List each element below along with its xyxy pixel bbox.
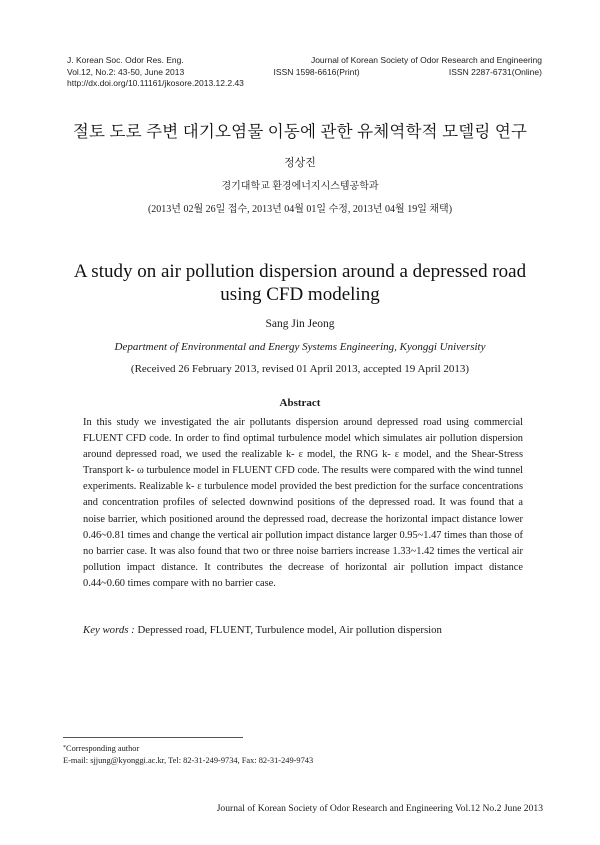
journal-short-name: J. Korean Soc. Odor Res. Eng. xyxy=(67,55,184,65)
keywords-label: Key words : xyxy=(83,624,135,636)
author-contact: E-mail: sjjung@kyonggi.ac.kr, Tel: 82-31-249-9734, Fax: 82-31-249-9743 xyxy=(63,755,314,765)
english-title xyxy=(40,260,560,306)
issn-print: ISSN 1598-6616(Print) xyxy=(273,66,360,77)
issn-online: ISSN 2287-6731(Online) xyxy=(448,66,542,77)
keywords xyxy=(83,624,523,636)
korean-title: 절토 도로 주변 대기오염물 이동에 관한 유체역학적 모델링 연구 xyxy=(72,122,528,141)
journal-full-name: Journal of Korean Society of Odor Research and Engineering xyxy=(310,55,542,65)
english-dates: (Received 26 February 2013, revised 01 April 2013, accepted 19 April 2013) xyxy=(130,363,470,375)
footnote-divider xyxy=(63,737,243,738)
english-title-line-2: using CFD modeling xyxy=(220,284,380,305)
english-title-line-1: A study on air pollution dispersion around a depressed road xyxy=(73,261,527,282)
volume-info: Vol.12, No.2: 43-50, June 2013 xyxy=(67,66,185,77)
korean-author: 정상진 xyxy=(284,157,316,169)
doi-link[interactable]: http://dx.doi.org/10.11161/jkosore.2013.12.2.43 xyxy=(67,78,244,88)
footnote-marker: * xyxy=(63,745,66,751)
journal-header xyxy=(67,55,542,90)
korean-dates: (2013년 02월 26일 접수, 2013년 04월 01일 수정, 2013년 04월 19일 채택) xyxy=(147,204,453,215)
korean-affiliation: 경기대학교 환경에너지시스템공학과 xyxy=(221,181,379,192)
footnote xyxy=(63,743,313,766)
abstract-heading: Abstract xyxy=(279,397,321,409)
english-author: Sang Jin Jeong xyxy=(265,318,335,330)
page-footer: Journal of Korean Society of Odor Research and Engineering Vol.12 No.2 June 2013 xyxy=(216,803,543,814)
abstract-body: In this study we investigated the air pollutants dispersion around depressed road using commercial FLUENT CFD code. In order to find optimal turbulence model which simulates air pollution dispersion around depressed road, we used the realizable k- ε model, the RNG k- ε model, and the Shear-Stress Transport k- ω turbulence model in FLUENT CFD code. The results were compared with the wind tunnel experiments. Realizable k- ε turbulence model provided the best prediction for the surface concentrations and concentration profiles of selected downwind positions of the depressed road. It was found that a noise barrier, which positioned around the depressed road, decrease the horizontal impact distance lower 0.46~0.81 times and change the vertical air pollution impact distance larger 0.95~1.47 times than those of no barrier case. It was also found that two or three noise barriers increase 1.33~1.42 times the vertical air pollution impact distance. It contributes the decrease of horizontal air pollution impact distance 0.44~0.60 times compare with no barrier case. xyxy=(83,417,523,589)
keywords-value: Depressed road, FLUENT, Turbulence model, Air pollution dispersion xyxy=(137,624,442,636)
corresponding-author-label: Corresponding author xyxy=(66,744,140,753)
english-affiliation: Department of Environmental and Energy Systems Engineering, Kyonggi University xyxy=(114,341,486,353)
